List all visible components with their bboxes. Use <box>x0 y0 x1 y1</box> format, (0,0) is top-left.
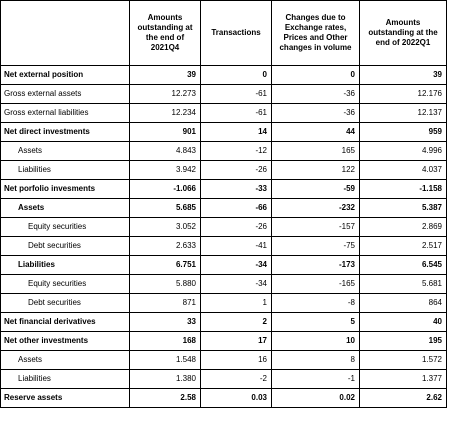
table-row <box>1 332 447 351</box>
cell-amount-2022q1: 195 <box>360 332 447 351</box>
cell-changes: -8 <box>272 294 360 313</box>
cell-amount-2022q1: 12.176 <box>360 85 447 104</box>
row-label: Gross external assets <box>1 85 130 104</box>
cell-amount-2021q4: 5.685 <box>130 199 201 218</box>
table-row <box>1 66 447 85</box>
cell-amount-2022q1: 6.545 <box>360 256 447 275</box>
cell-amount-2022q1: 39 <box>360 66 447 85</box>
row-label: Reserve assets <box>1 389 130 408</box>
cell-transactions: -61 <box>201 85 272 104</box>
cell-amount-2022q1: 959 <box>360 123 447 142</box>
cell-amount-2022q1: 4.037 <box>360 161 447 180</box>
cell-transactions: -61 <box>201 104 272 123</box>
table-row <box>1 294 447 313</box>
table-row <box>1 104 447 123</box>
row-label: Net other investments <box>1 332 130 351</box>
cell-changes: 122 <box>272 161 360 180</box>
cell-amount-2021q4: 3.942 <box>130 161 201 180</box>
cell-amount-2021q4: 12.234 <box>130 104 201 123</box>
cell-changes: 0 <box>272 66 360 85</box>
cell-amount-2021q4: 2.58 <box>130 389 201 408</box>
cell-changes: 0.02 <box>272 389 360 408</box>
cell-amount-2021q4: 39 <box>130 66 201 85</box>
cell-amount-2022q1: 1.572 <box>360 351 447 370</box>
cell-amount-2022q1: 2.517 <box>360 237 447 256</box>
cell-amount-2021q4: 871 <box>130 294 201 313</box>
table-row <box>1 389 447 408</box>
cell-amount-2021q4: 1.380 <box>130 370 201 389</box>
cell-amount-2022q1: 2.62 <box>360 389 447 408</box>
cell-transactions: -41 <box>201 237 272 256</box>
cell-changes: 8 <box>272 351 360 370</box>
cell-transactions: 14 <box>201 123 272 142</box>
cell-amount-2021q4: 2.633 <box>130 237 201 256</box>
cell-changes: -232 <box>272 199 360 218</box>
header-amounts-2021q4: Amounts outstanding at the end of 2021Q4 <box>130 1 201 66</box>
table-row <box>1 180 447 199</box>
row-label: Net external position <box>1 66 130 85</box>
cell-changes: -75 <box>272 237 360 256</box>
cell-amount-2021q4: 3.052 <box>130 218 201 237</box>
cell-amount-2022q1: 5.681 <box>360 275 447 294</box>
cell-changes: 44 <box>272 123 360 142</box>
cell-changes: -59 <box>272 180 360 199</box>
cell-changes: -1 <box>272 370 360 389</box>
row-label: Equity securities <box>1 275 130 294</box>
header-amounts-2022q1: Amounts outstanding at the end of 2022Q1 <box>360 1 447 66</box>
cell-changes: 165 <box>272 142 360 161</box>
cell-transactions: 0.03 <box>201 389 272 408</box>
cell-transactions: 0 <box>201 66 272 85</box>
cell-changes: -36 <box>272 85 360 104</box>
cell-amount-2021q4: 1.548 <box>130 351 201 370</box>
cell-transactions: 1 <box>201 294 272 313</box>
cell-transactions: 16 <box>201 351 272 370</box>
header-transactions: Transactions <box>201 1 272 66</box>
table-row <box>1 351 447 370</box>
row-label: Debt securities <box>1 294 130 313</box>
row-label: Net porfolio invesments <box>1 180 130 199</box>
row-label: Debt securities <box>1 237 130 256</box>
header-changes: Changes due to Exchange rates, Prices and Other changes in volume <box>272 1 360 66</box>
cell-amount-2022q1: -1.158 <box>360 180 447 199</box>
row-label: Net direct investments <box>1 123 130 142</box>
cell-amount-2021q4: 4.843 <box>130 142 201 161</box>
cell-transactions: 17 <box>201 332 272 351</box>
row-label: Gross external liabilities <box>1 104 130 123</box>
table-row <box>1 370 447 389</box>
cell-transactions: -12 <box>201 142 272 161</box>
cell-amount-2021q4: -1.066 <box>130 180 201 199</box>
cell-changes: -157 <box>272 218 360 237</box>
table-row <box>1 161 447 180</box>
cell-amount-2022q1: 2.869 <box>360 218 447 237</box>
cell-transactions: -34 <box>201 256 272 275</box>
cell-transactions: -2 <box>201 370 272 389</box>
cell-amount-2021q4: 5.880 <box>130 275 201 294</box>
row-label: Assets <box>1 351 130 370</box>
cell-amount-2022q1: 12.137 <box>360 104 447 123</box>
table-row <box>1 313 447 332</box>
row-label: Assets <box>1 199 130 218</box>
cell-transactions: -26 <box>201 218 272 237</box>
cell-transactions: -33 <box>201 180 272 199</box>
cell-changes: -36 <box>272 104 360 123</box>
table-row <box>1 218 447 237</box>
row-label: Net financial derivatives <box>1 313 130 332</box>
row-label: Equity securities <box>1 218 130 237</box>
cell-amount-2022q1: 40 <box>360 313 447 332</box>
cell-transactions: -34 <box>201 275 272 294</box>
cell-changes: -173 <box>272 256 360 275</box>
row-label: Liabilities <box>1 256 130 275</box>
table-row <box>1 142 447 161</box>
cell-changes: 5 <box>272 313 360 332</box>
header-row <box>1 1 447 66</box>
table-row <box>1 85 447 104</box>
cell-amount-2021q4: 901 <box>130 123 201 142</box>
row-label: Liabilities <box>1 161 130 180</box>
cell-transactions: 2 <box>201 313 272 332</box>
table-row <box>1 199 447 218</box>
cell-amount-2022q1: 4.996 <box>360 142 447 161</box>
cell-transactions: -26 <box>201 161 272 180</box>
header-label-column <box>1 1 130 66</box>
cell-amount-2022q1: 1.377 <box>360 370 447 389</box>
table-body <box>1 66 447 408</box>
row-label: Liabilities <box>1 370 130 389</box>
table-header <box>1 1 447 66</box>
row-label: Assets <box>1 142 130 161</box>
cell-changes: -165 <box>272 275 360 294</box>
cell-amount-2021q4: 33 <box>130 313 201 332</box>
table-row <box>1 237 447 256</box>
table-row <box>1 275 447 294</box>
cell-amount-2021q4: 168 <box>130 332 201 351</box>
cell-amount-2022q1: 5.387 <box>360 199 447 218</box>
cell-amount-2021q4: 12.273 <box>130 85 201 104</box>
cell-amount-2021q4: 6.751 <box>130 256 201 275</box>
cell-changes: 10 <box>272 332 360 351</box>
cell-amount-2022q1: 864 <box>360 294 447 313</box>
cell-transactions: -66 <box>201 199 272 218</box>
table-row <box>1 256 447 275</box>
table-row <box>1 123 447 142</box>
